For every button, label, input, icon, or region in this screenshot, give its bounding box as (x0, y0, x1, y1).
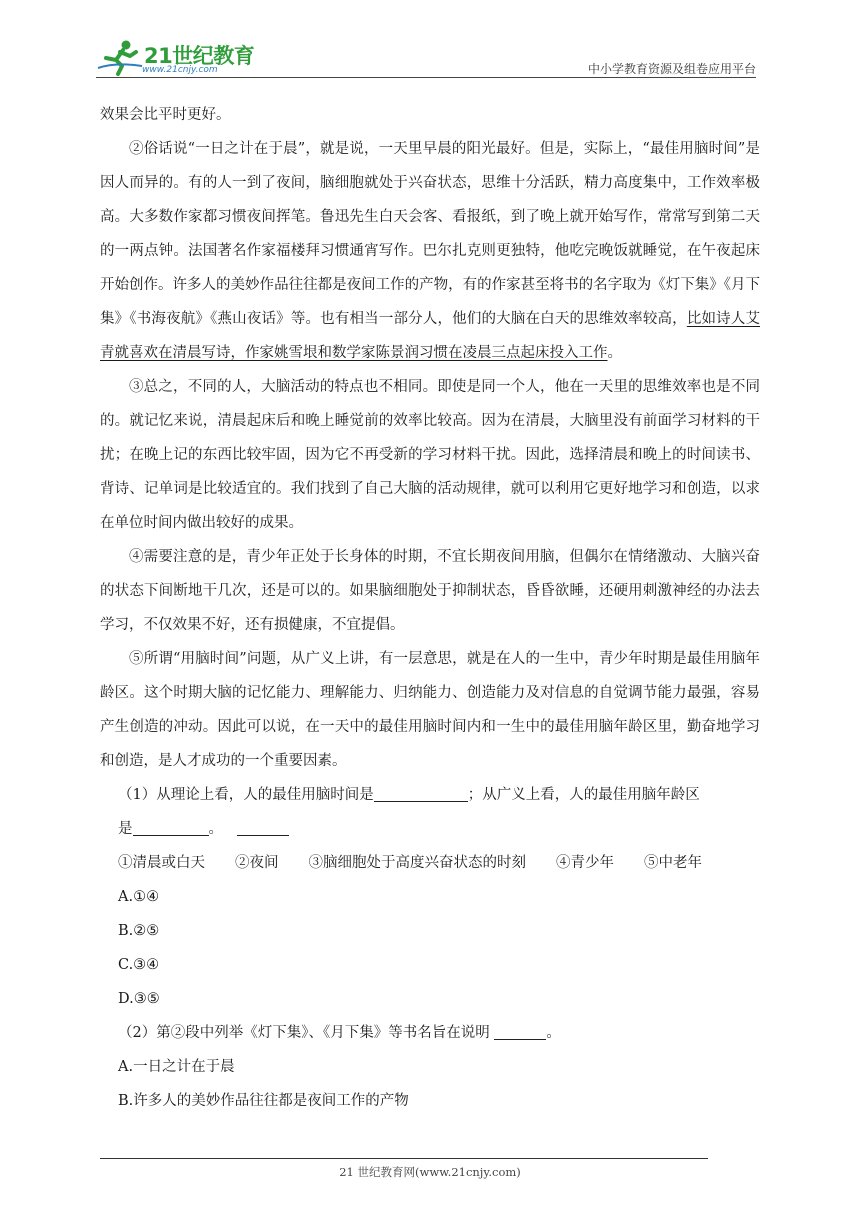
option-item: ④青少年 (556, 855, 614, 871)
paragraph-continued: 效果会比平时更好。 (100, 107, 231, 123)
paragraph-2-end: 。 (607, 345, 622, 361)
paragraph-4: ④需要注意的是，青少年正处于长身体的时期，不宜长期夜间用脑，但偶尔在情绪激动、大脑兴奋的状态下间断地干几次，还是可以的。如果脑细胞处于抑制状态，昏昏欲睡，还硬用刺激神经的办法去学习，不仅效果不好，还有损健康，不宜提倡。 (100, 549, 760, 633)
page-footer[interactable]: 21 世纪教育网(www.21cnjy.com) (339, 1165, 521, 1179)
question-1-stem-b: ；从广义上看，人的最佳用脑年龄区 (467, 787, 700, 803)
page-header (96, 34, 756, 78)
option-item: ①清晨或白天 (118, 855, 205, 871)
paragraph-3: ③总之，不同的人，大脑活动的特点也不相同。即使是同一个人，他在一天里的思维效率也是不同的。就记忆来说，清晨起床后和晚上睡觉前的效率比较高。因为在清晨，大脑里没有前面学习材料的干扰；在晚上记的东西比较牢固，因为它不再受新的学习材料干扰。因此，选择清晨和晚上的时间读书、背诗、记单词是比较适宜的。我们找到了自己大脑的活动规律，就可以利用它更好地学习和创造，以求在单位时间内做出较好的成果。 (100, 379, 760, 531)
choice-b[interactable]: B.②⑤ (118, 923, 160, 939)
q2-choice-a[interactable]: A.一日之计在于晨 (118, 1059, 235, 1075)
question-1-stem-c: 是 (118, 821, 133, 837)
site-logo[interactable] (96, 38, 266, 76)
paragraph-5: ⑤所谓“用脑时间”问题，从广义上讲，有一层意思，就是在人的一生中，青少年时期是最佳用脑年龄区。这个时期大脑的记忆能力、理解能力、归纳能力、创造能力及对信息的自觉调节能力最强，容易产生创造的冲动。因此可以说，在一天中的最佳用脑时间内和一生中的最佳用脑年龄区里，勤奋地学习和创造，是人才成功的一个重要因素。 (100, 651, 760, 769)
option-item: ③脑细胞处于高度兴奋状态的时刻 (308, 855, 526, 871)
option-item: ②夜间 (235, 855, 279, 871)
answer-blank-3[interactable] (237, 817, 289, 836)
document-body (100, 98, 760, 1118)
answer-blank-4[interactable] (494, 1021, 546, 1040)
q2-choice-b[interactable]: B.许多人的美妙作品往往都是夜间工作的产物 (118, 1093, 409, 1109)
question-1-line-2 (100, 812, 760, 846)
footer-divider (100, 1158, 708, 1159)
choice-d[interactable]: D.③⑤ (118, 991, 160, 1007)
choice-a[interactable]: A.①④ (118, 889, 160, 905)
question-2 (100, 1016, 760, 1050)
logo-url: www.21cnjy.com (142, 65, 218, 75)
question-1-stem-a: （1）从理论上看，人的最佳用脑时间是 (118, 787, 374, 803)
option-items (100, 846, 760, 880)
platform-name: 中小学教育资源及组卷应用平台 (587, 62, 756, 76)
question-1-stem-d: 。 (208, 821, 223, 837)
logo-text: 21世纪教育 (144, 44, 255, 68)
header-divider (96, 77, 756, 78)
runner-logo-icon (96, 38, 146, 76)
choice-c[interactable]: C.③④ (118, 957, 160, 973)
underlined-sentence: 比如诗人艾青就喜欢在清晨写诗，作家姚雪垠和数学家陈景润习惯在凌晨三点起床投入工作 (100, 311, 761, 361)
paragraph-2 (100, 132, 760, 370)
answer-blank-2[interactable] (133, 817, 209, 836)
question-2-stem-end: 。 (546, 1025, 561, 1041)
option-item: ⑤中老年 (644, 855, 702, 871)
question-1 (100, 778, 760, 812)
answer-blank-1[interactable] (374, 783, 468, 802)
question-2-stem: （2）第②段中列举《灯下集》、《月下集》等书名旨在说明 (118, 1025, 490, 1041)
paragraph-2-text: ②俗话说“一日之计在于晨”，就是说，一天里早晨的阳光最好。但是，实际上，“最佳用脑时间”是因人而异的。有的人一到了夜间，脑细胞就处于兴奋状态，思维十分活跃，精力高度集中，工作效率极高。大多数作家都习惯夜间挥笔。鲁迅先生白天会客、看报纸，到了晚上就开始写作，常常写到第二天的一两点钟。法国著名作家福楼拜习惯通宵写作。巴尔扎克则更独特，他吃完晚饭就睡觉，在午夜起床开始创作。许多人的美妙作品往往都是夜间工作的产物，有的作家甚至将书的名字取为《灯下集》《月下集》《书海夜航》《燕山夜话》等。也有相当一部分人，他们的大脑在白天的思维效率较高， (100, 141, 760, 327)
